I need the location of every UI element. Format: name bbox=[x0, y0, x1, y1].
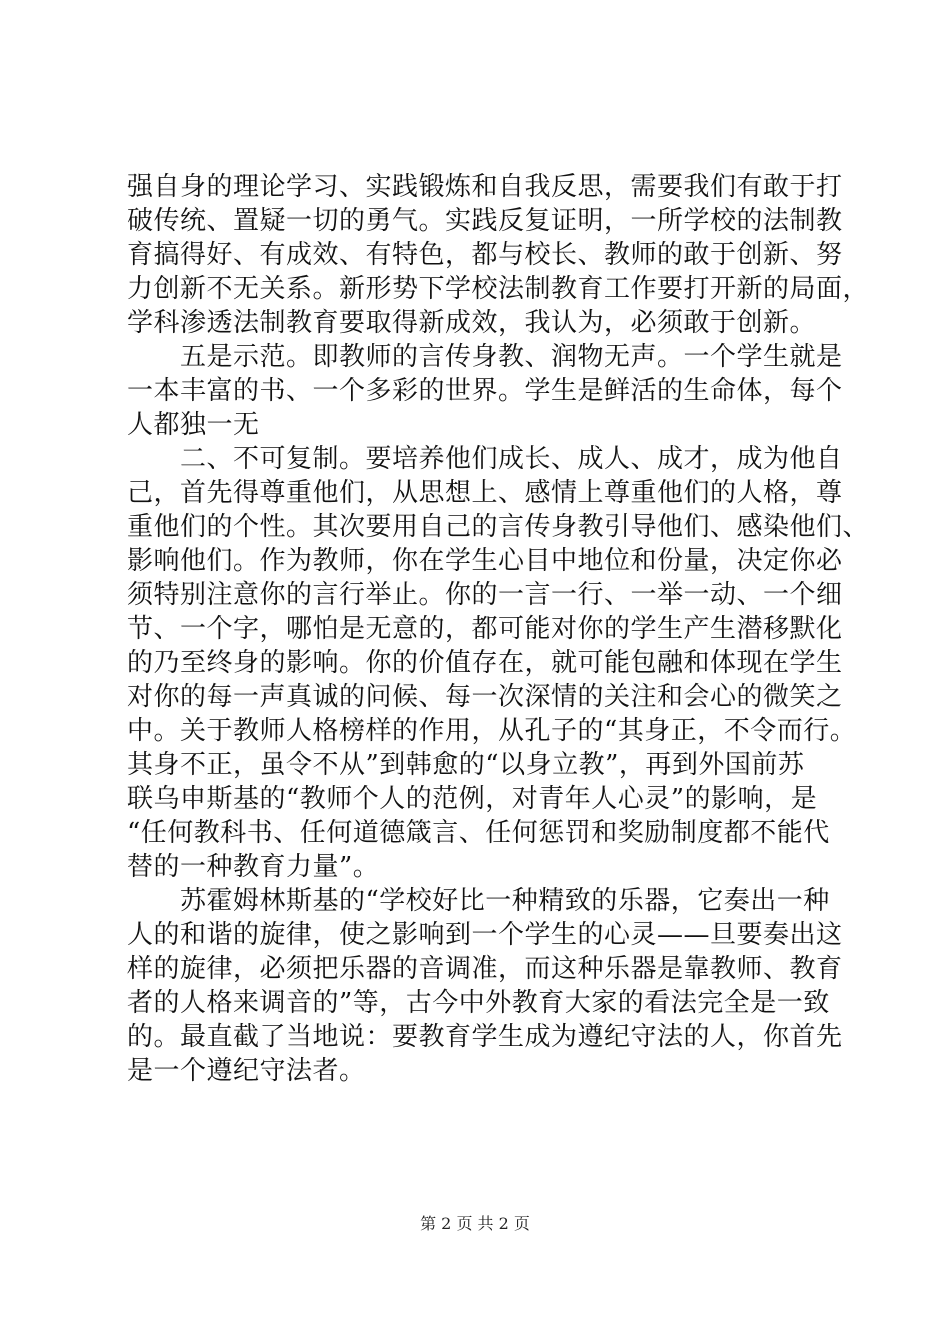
text-line: 中。关于教师人格榜样的作用，从孔子的“其身正，不令而行。 bbox=[127, 716, 857, 746]
text-line: 替的一种教育力量”。 bbox=[127, 852, 380, 882]
text-line: “任何教科书、任何道德箴言、任何惩罚和奖励制度都不能代 bbox=[127, 818, 830, 848]
text-line: 须特别注意你的言行举止。你的一言一行、一举一动、一个细 bbox=[127, 580, 843, 610]
body-text bbox=[127, 170, 870, 1088]
text-line: 节、一个字，哪怕是无意的，都可能对你的学生产生潜移默化 bbox=[127, 614, 843, 644]
text-line: 人都独一无 bbox=[127, 410, 260, 440]
text-line: 强自身的理论学习、实践锻炼和自我反思，需要我们有敢于打 bbox=[127, 172, 843, 202]
text-line: 影响他们。作为教师，你在学生心目中地位和份量，决定你必 bbox=[127, 546, 843, 576]
text-line: 苏霍姆林斯基的“学校好比一种精致的乐器，它奏出一种 bbox=[127, 886, 830, 916]
text-line: 样的旋律，必须把乐器的音调准，而这种乐器是靠教师、教育 bbox=[127, 954, 843, 984]
page-number-footer: 第 2 页 共 2 页 bbox=[420, 1214, 530, 1233]
text-line: 是一个遵纪守法者。 bbox=[127, 1056, 366, 1086]
text-line: 二、不可复制。要培养他们成长、成人、成才，成为他自 bbox=[127, 444, 843, 474]
text-line: 破传统、置疑一切的勇气。实践反复证明，一所学校的法制教 bbox=[127, 206, 843, 236]
text-line: 对你的每一声真诚的问候、每一次深情的关注和会心的微笑之 bbox=[127, 682, 843, 712]
text-line: 人的和谐的旋律，使之影响到一个学生的心灵——旦要奏出这 bbox=[127, 920, 843, 950]
text-line: 一本丰富的书、一个多彩的世界。学生是鲜活的生命体，每个 bbox=[127, 376, 843, 406]
text-line: 学科渗透法制教育要取得新成效，我认为，必须敢于创新。 bbox=[127, 308, 817, 338]
text-line: 己，首先得尊重他们，从思想上、感情上尊重他们的人格，尊 bbox=[127, 478, 843, 508]
text-line: 的乃至终身的影响。你的价值存在，就可能包融和体现在学生 bbox=[127, 648, 843, 678]
text-line: 联乌申斯基的“教师个人的范例，对青年人心灵”的影响，是 bbox=[127, 784, 818, 814]
text-line: 育搞得好、有成效、有特色，都与校长、教师的敢于创新、努 bbox=[127, 240, 843, 270]
text-line: 的。最直截了当地说：要教育学生成为遵纪守法的人，你首先 bbox=[127, 1022, 843, 1052]
text-line: 其身不正，虽令不从”到韩愈的“以身立教”，再到外国前苏 bbox=[127, 750, 805, 780]
text-line: 重他们的个性。其次要用自己的言传身教引导他们、感染他们、 bbox=[127, 512, 870, 542]
text-line: 力创新不无关系。新形势下学校法制教育工作要打开新的局面， bbox=[127, 274, 870, 304]
text-line: 五是示范。即教师的言传身教、润物无声。一个学生就是 bbox=[127, 342, 843, 372]
text-line: 者的人格来调音的”等，古今中外教育大家的看法完全是一致 bbox=[127, 988, 830, 1018]
